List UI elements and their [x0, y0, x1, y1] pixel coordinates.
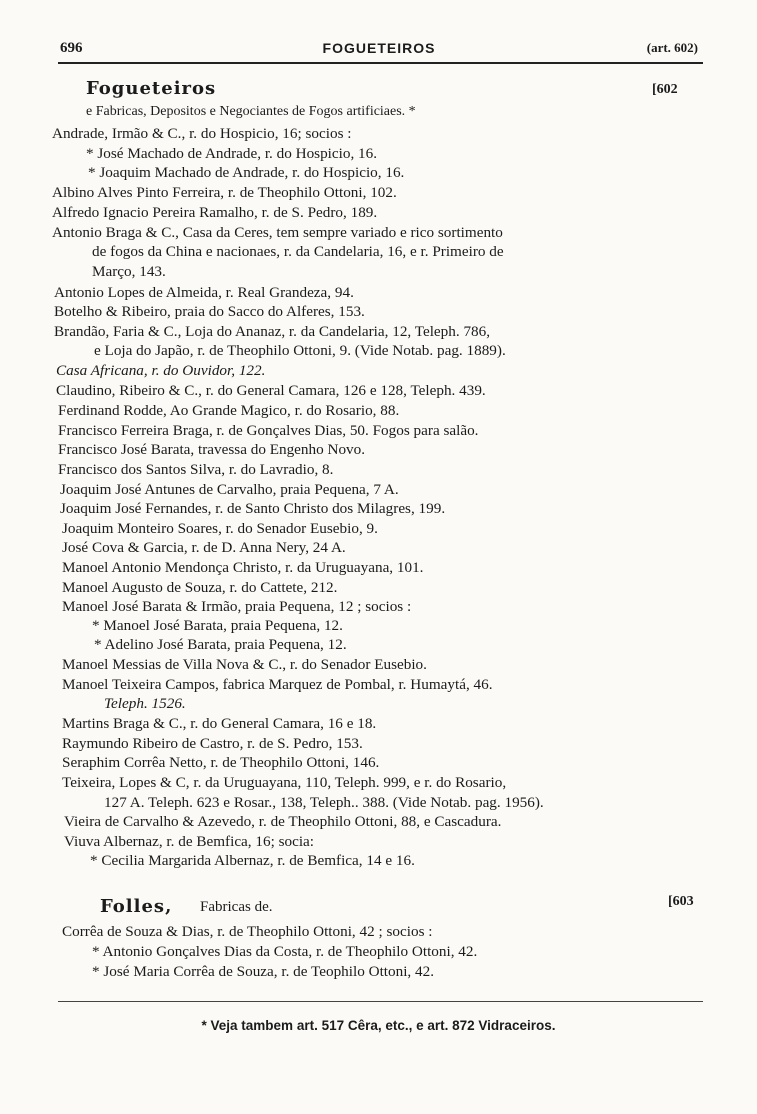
list-item: * Cecilia Margarida Albernaz, r. de Bemfica, 14 e 16. — [90, 852, 415, 869]
section-subtitle: e Fabricas, Depositos e Negociantes de Fogos artificiaes. * — [86, 104, 416, 119]
list-item: * Joaquim Machado de Andrade, r. do Hospicio, 16. — [88, 164, 405, 181]
section-title: Folles, — [100, 896, 173, 917]
list-item: Francisco dos Santos Silva, r. do Lavradio, 8. — [58, 461, 334, 478]
list-item: de fogos da China e nacionaes, r. da Candelaria, 16, e r. Primeiro de — [92, 243, 504, 260]
list-item: e Loja do Japão, r. de Theophilo Ottoni, 9. (Vide Notab. pag. 1889). — [94, 342, 506, 359]
header-rule — [58, 62, 703, 64]
list-item: Brandão, Faria & C., Loja do Ananaz, r. da Candelaria, 12, Teleph. 786, — [54, 323, 491, 340]
list-item: Manoel José Barata & Irmão, praia Pequena, 12 ; socios : — [62, 598, 412, 615]
list-item: * Manoel José Barata, praia Pequena, 12. — [92, 617, 343, 634]
list-item: Claudino, Ribeiro & C., r. do General Camara, 126 e 128, Teleph. 439. — [56, 382, 486, 399]
list-item: Joaquim José Fernandes, r. de Santo Christo dos Milagres, 199. — [60, 500, 446, 517]
list-item: * José Machado de Andrade, r. do Hospicio, 16. — [86, 145, 378, 162]
list-item: Joaquim Monteiro Soares, r. do Senador Eusebio, 9. — [62, 520, 378, 537]
list-item: Março, 143. — [92, 263, 166, 280]
list-item: Casa Africana, r. do Ouvidor, 122. — [56, 362, 266, 379]
list-item: José Cova & Garcia, r. de D. Anna Nery, 24 A. — [62, 539, 346, 556]
list-item: Ferdinand Rodde, Ao Grande Magico, r. do Rosario, 88. — [58, 402, 400, 419]
list-item: Botelho & Ribeiro, praia do Sacco do Alferes, 153. — [54, 303, 365, 320]
list-item: Antonio Lopes de Almeida, r. Real Grandeza, 94. — [54, 284, 354, 301]
list-item: Francisco José Barata, travessa do Engenho Novo. — [58, 441, 366, 458]
footnote: * Veja tambem art. 517 Cêra, etc., e art. 872 Vidraceiros. — [201, 1018, 556, 1033]
list-item: Albino Alves Pinto Ferreira, r. de Theophilo Ottoni, 102. — [52, 184, 397, 201]
list-item: Joaquim José Antunes de Carvalho, praia Pequena, 7 A. — [60, 481, 399, 498]
list-item: Alfredo Ignacio Pereira Ramalho, r. de S. Pedro, 189. — [52, 204, 378, 221]
list-item: Manoel Teixeira Campos, fabrica Marquez de Pombal, r. Humaytá, 46. — [62, 676, 493, 693]
list-item: * Antonio Gonçalves Dias da Costa, r. de Theophilo Ottoni, 42. — [92, 943, 478, 960]
page-number: 696 — [60, 40, 83, 56]
running-header — [60, 38, 698, 60]
list-item: Viuva Albernaz, r. de Bemfica, 16; socia: — [64, 833, 315, 850]
list-item: Manoel Augusto de Souza, r. do Cattete, 212. — [62, 579, 338, 596]
list-item: Manoel Antonio Mendonça Christo, r. da Uruguayana, 101. — [62, 559, 424, 576]
section-title: Fogueteiros — [86, 78, 217, 99]
list-item: * Adelino José Barata, praia Pequena, 12. — [94, 636, 347, 653]
list-item: Teixeira, Lopes & C, r. da Uruguayana, 110, Teleph. 999, e r. do Rosario, — [62, 774, 507, 791]
list-item: Andrade, Irmão & C., r. do Hospicio, 16; socios : — [52, 125, 352, 142]
section-subtitle: Fabricas de. — [200, 899, 273, 915]
list-item: Raymundo Ribeiro de Castro, r. de S. Pedro, 153. — [62, 735, 363, 752]
list-item: Vieira de Carvalho & Azevedo, r. de Theophilo Ottoni, 88, e Cascadura. — [64, 813, 502, 830]
list-item: Teleph. 1526. — [104, 695, 186, 712]
list-item: * José Maria Corrêa de Souza, r. de Teophilo Ottoni, 42. — [92, 963, 434, 980]
section-number: [602 — [652, 82, 678, 97]
page-title: FOGUETEIROS — [322, 40, 436, 56]
list-item: Antonio Braga & C., Casa da Ceres, tem sempre variado e rico sortimento — [52, 224, 503, 241]
list-item: Corrêa de Souza & Dias, r. de Theophilo Ottoni, 42 ; socios : — [62, 923, 433, 940]
list-item: 127 A. Teleph. 623 e Rosar., 138, Teleph.. 388. (Vide Notab. pag. 1956). — [104, 794, 544, 811]
list-item: Francisco Ferreira Braga, r. de Gonçalves Dias, 50. Fogos para salão. — [58, 422, 479, 439]
section-number: [603 — [668, 894, 694, 909]
article-reference: (art. 602) — [646, 40, 698, 55]
list-item: Martins Braga & C., r. do General Camara, 16 e 18. — [62, 715, 377, 732]
footnote-rule — [58, 1001, 703, 1002]
list-item: Manoel Messias de Villa Nova & C., r. do Senador Eusebio. — [62, 656, 427, 673]
list-item: Seraphim Corrêa Netto, r. de Theophilo Ottoni, 146. — [62, 754, 380, 771]
